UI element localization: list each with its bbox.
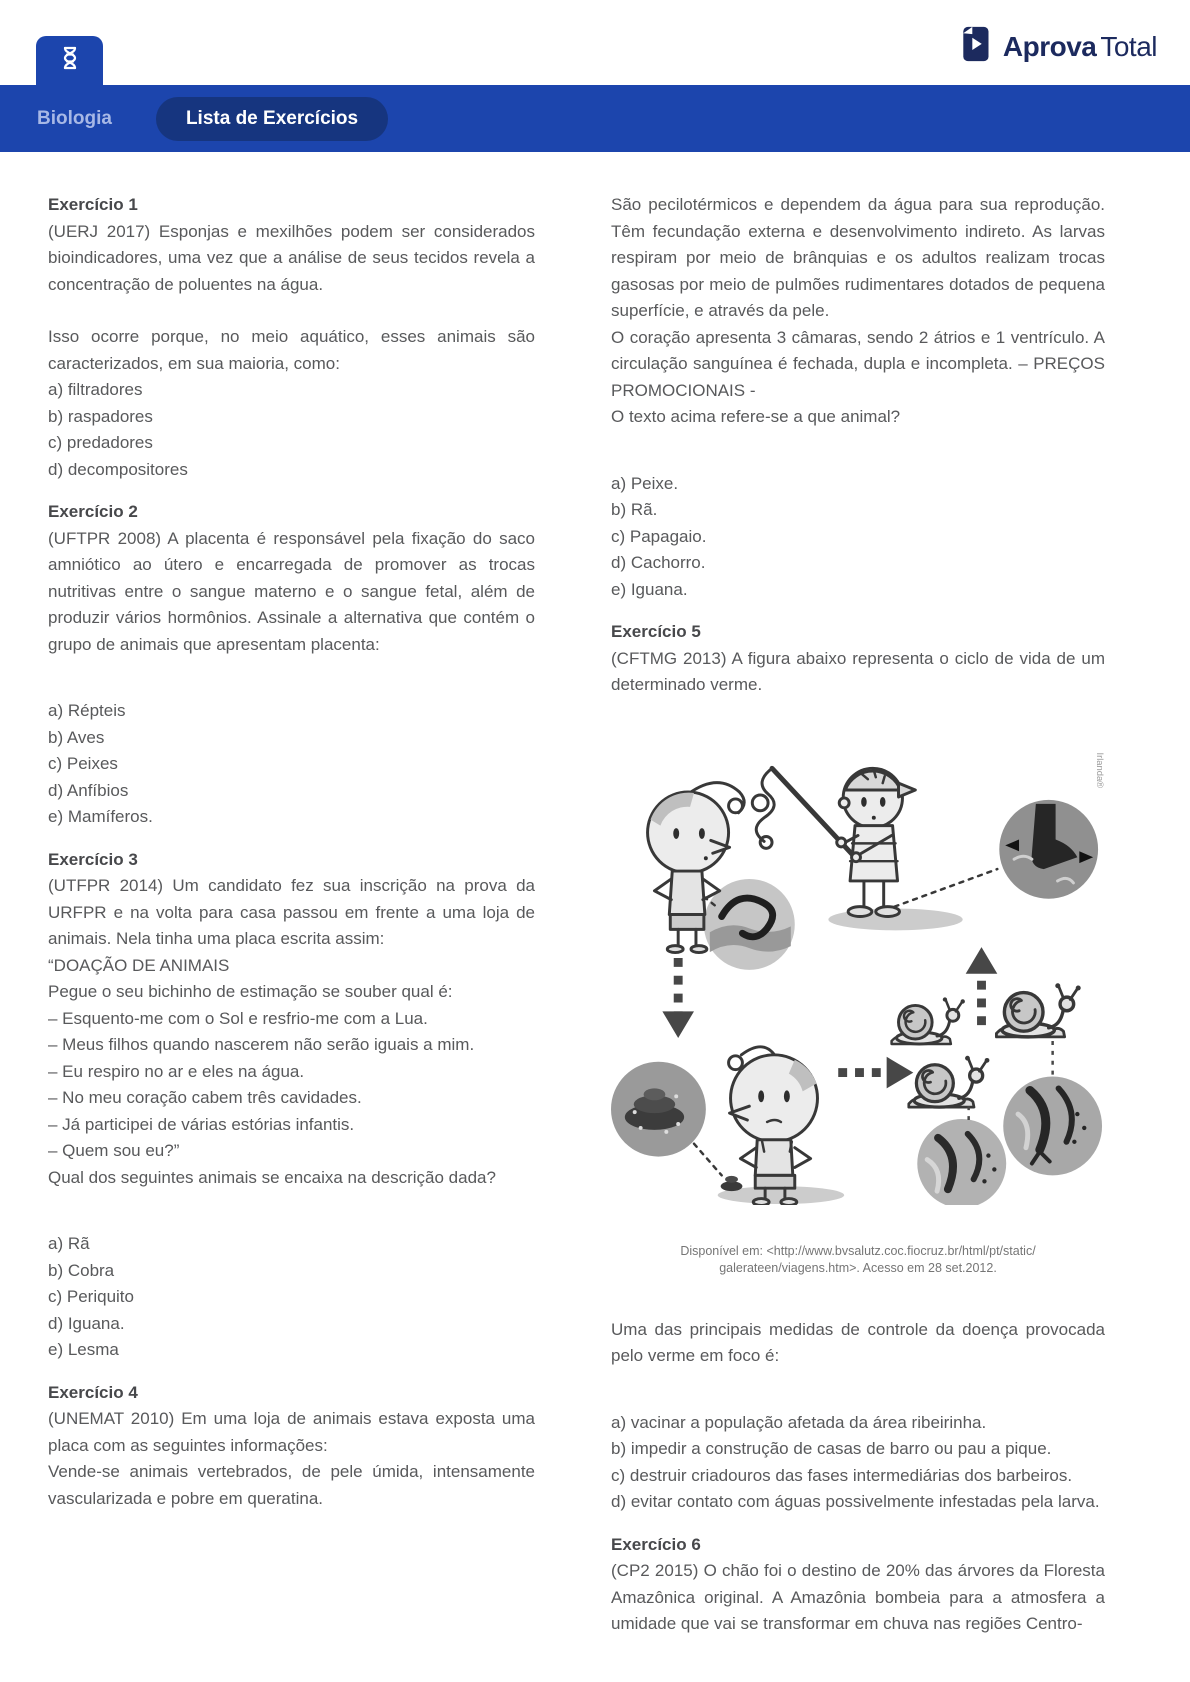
subject-label: Biologia (37, 107, 112, 129)
answer-option: a) vacinar a população afetada da área ribeirinha. (611, 1412, 987, 1432)
answer-option: a) Peixe. (611, 473, 679, 493)
spacer (48, 658, 535, 698)
paragraph: São pecilotérmicos e dependem da água para sua reprodução. Têm fecundação externa e desenvolvimento indireto. As larvas respiram por meio de brânquias e os adultos realizam trocas gasosas por meio de pulmões rudimentares dotados de pequena superfície, e através da pele. (611, 195, 1105, 320)
paragraph: (UTFPR 2014) Um candidato fez sua inscrição na prova da URFPR e na volta para casa passou em frente a uma loja de animais. Nela tinha uma placa escrita assim: (48, 876, 535, 948)
answer-option: d) decompositores (48, 459, 188, 479)
exercise-heading: Exercício 4 (48, 1382, 138, 1402)
arrow-up (966, 947, 998, 1025)
paragraph: Uma das principais medidas de controle da doença provocada pelo verme em foco é: (611, 1319, 1105, 1365)
answer-option: b) raspadores (48, 406, 153, 426)
answer-option: d) Cachorro. (611, 553, 706, 572)
answer-option: d) Anfíbios (48, 780, 129, 800)
header-banner (0, 85, 1190, 152)
dna-icon (58, 45, 82, 76)
logo-total: Total (1100, 30, 1157, 62)
right-column-bottom (611, 1317, 1105, 1638)
answer-option: e) Lesma (48, 1340, 119, 1359)
paragraph: O coração apresenta 3 câmaras, sendo 2 átrios e 1 ventrículo. A circulação sanguínea é fechada, dupla e incompleta. – PREÇOS PROMOCIONAIS - (611, 327, 1105, 400)
exercise-heading: Exercício 6 (611, 1534, 701, 1554)
arrow-right (838, 1056, 913, 1088)
answer-option: e) Iguana. (611, 579, 688, 599)
cercaria-inset-2 (1003, 1076, 1102, 1175)
statement-line: – No meu coração cabem três cavidades. (48, 1088, 362, 1107)
paragraph: (UERJ 2017) Esponjas e mexilhões podem ser considerados bioindicadores, uma vez que a análise de seus tecidos revela a concentração de poluentes na água. (48, 221, 535, 294)
book-play-icon (957, 24, 993, 69)
statement-line: – Meus filhos quando nascerem não serão iguais a mim. (48, 1035, 475, 1054)
answer-option: c) predadores (48, 433, 153, 452)
paragraph: (UNEMAT 2010) Em uma loja de animais estava exposta uma placa com as seguintes informações: (48, 1409, 535, 1455)
feces-inset (611, 1061, 706, 1156)
answer-option: c) Peixes (48, 754, 118, 773)
snail-1 (892, 997, 965, 1044)
exercise-list (0, 152, 1190, 1638)
boy-fishing (752, 768, 997, 916)
right-column-top (611, 192, 1105, 699)
statement-line: Qual dos seguintes animais se encaixa na descrição dada? (48, 1167, 496, 1187)
caption-line-1: Disponível em: <http://www.bvsalutz.coc.fiocruz.br/html/pt/static/ (680, 1243, 1036, 1258)
spacer (611, 1370, 1105, 1410)
answer-option: b) Rã. (611, 500, 658, 519)
answer-option: c) Papagaio. (611, 526, 707, 546)
left-column (48, 192, 535, 1638)
list-title-pill: Lista de Exercícios (156, 97, 388, 141)
answer-option: b) impedir a construção de casas de barro ou pau a pique. (611, 1439, 1052, 1458)
answer-option: d) Iguana. (48, 1313, 125, 1333)
statement-line: – Já participei de várias estórias infantis. (48, 1114, 355, 1134)
statement-line: “DOAÇÃO DE ANIMAIS (48, 955, 230, 975)
logo-aprova: Aprova (1002, 30, 1097, 62)
subject-tab[interactable] (36, 36, 103, 85)
statement-line: – Quem sou eu?” (48, 1141, 180, 1160)
statement-line: – Esquento-me com o Sol e resfrio-me com a Lua. (48, 1008, 428, 1028)
top-bar (0, 0, 1190, 85)
statement-line: – Eu respiro no ar e eles na água. (48, 1061, 305, 1081)
exercise-heading: Exercício 1 (48, 195, 138, 214)
caption-line-2: galerateen/viagens.htm>. Acesso em 28 set.2012. (719, 1260, 997, 1275)
answer-option: e) Mamíferos. (48, 807, 153, 826)
answer-option: c) Periquito (48, 1287, 134, 1306)
spacer (48, 298, 535, 324)
arrow-down (662, 958, 694, 1038)
answer-option: d) evitar contato com águas possivelmente infestadas pela larva. (611, 1492, 1100, 1511)
logo-wordmark (1003, 31, 1157, 63)
figure-caption (611, 1243, 1105, 1277)
figure-credit: Irlanda® (1095, 751, 1105, 788)
snail-3 (909, 1055, 990, 1106)
foot-penetration-inset (999, 799, 1098, 898)
exercise-heading: Exercício 2 (48, 502, 138, 521)
snail-2 (996, 983, 1080, 1037)
life-cycle-figure (611, 711, 1105, 1277)
paragraph: Vende-se animais vertebrados, de pele úmida, intensamente vascularizada e pobre em queratina. (48, 1462, 535, 1508)
cercaria-inset-1 (917, 1119, 1006, 1205)
aprova-total-logo (957, 24, 1157, 69)
paragraph: (CP2 2015) O chão foi o destino de 20% das árvores da Floresta Amazônica original. A Amazônia bombeia para a atmosfera a umidade que vai se transformar em chuva nas regiões Centro- (611, 1561, 1105, 1633)
life-cycle-illustration (611, 711, 1105, 1205)
answer-option: c) destruir criadouros das fases intermediárias dos barbeiros. (611, 1465, 1073, 1485)
paragraph: Isso ocorre porque, no meio aquático, esses animais são caracterizados, em sua maioria, como: (48, 327, 535, 373)
spacer (48, 1191, 535, 1231)
answer-option: a) Rã (48, 1234, 90, 1253)
exercise-heading: Exercício 3 (48, 849, 138, 869)
boy-defecating (694, 1046, 818, 1204)
statement-line: Pegue o seu bichinho de estimação se souber qual é: (48, 982, 453, 1001)
answer-option: a) Répteis (48, 701, 126, 720)
spacer (611, 431, 1105, 471)
right-column (611, 192, 1105, 1638)
answer-option: b) Aves (48, 727, 105, 747)
paragraph: (UFTPR 2008) A placenta é responsável pela fixação do saco amniótico ao útero e encarregada de promover as trocas nutritivas entre o sangue materno e o sangue fetal, além de produzir vários hormônios. Assinale a alternativa que contém o grupo de animais que apresentam placenta: (48, 528, 535, 654)
exercise-heading: Exercício 5 (611, 622, 701, 641)
answer-option: b) Cobra (48, 1260, 115, 1280)
answer-option: a) filtradores (48, 380, 143, 399)
paragraph: O texto acima refere-se a que animal? (611, 407, 901, 426)
paragraph: (CFTMG 2013) A figura abaixo representa o ciclo de vida de um determinado verme. (611, 648, 1105, 694)
